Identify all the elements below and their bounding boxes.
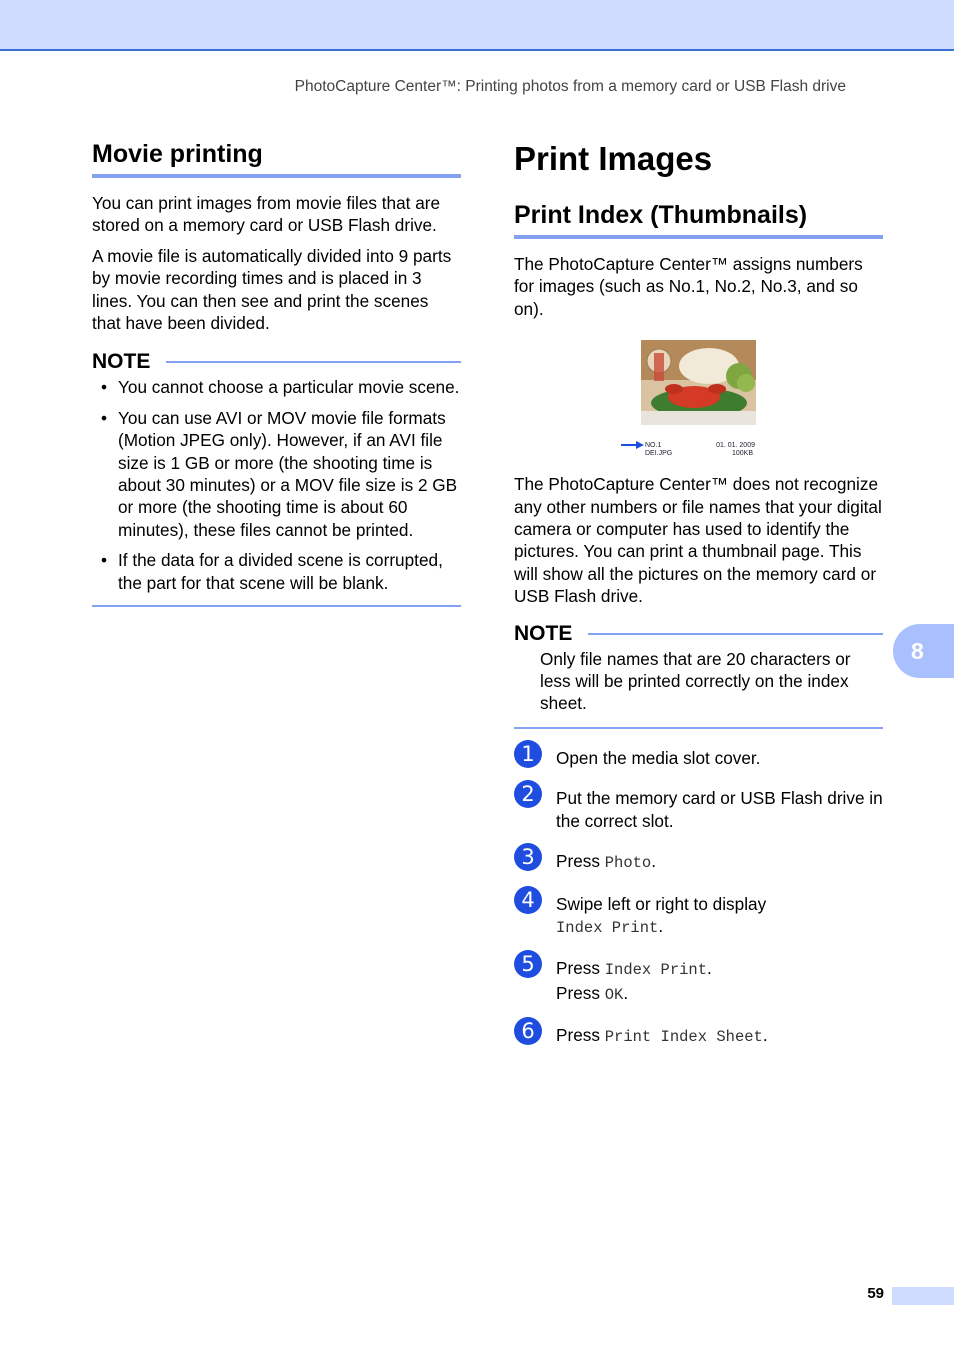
note-end-rule — [514, 727, 883, 729]
note-rule — [166, 361, 461, 363]
step-6 — [514, 1019, 883, 1048]
step-1 — [514, 741, 883, 769]
step-4 — [514, 887, 883, 940]
note-header — [92, 350, 461, 374]
ui-label-photo: Photo — [604, 854, 652, 873]
page-number: 59 — [867, 1285, 884, 1302]
step-2 — [514, 782, 883, 832]
step-text-suffix: . — [762, 1025, 768, 1046]
thumb-label-date: 01. 01. 2009 — [716, 442, 755, 450]
movie-para-2: A movie file is automatically divided into 9 parts by movie recording times and is placed in 3 lines. You can then see and print the scenes that have been divided. — [92, 245, 452, 334]
step-text-prefix: Press — [556, 958, 605, 979]
header-band — [0, 0, 954, 51]
section-title-movie-printing: Movie printing — [92, 140, 461, 178]
step-number-badge: 5 — [514, 950, 542, 978]
note-item: • You can use AVI or MOV movie file formats (Motion JPEG only). However, if an AVI file size is 1 GB or more (the shooting time is about 30 minutes) or a MOV file size is 2 GB or more (the shooting time is about 60 minutes), these files cannot be printed. — [92, 407, 461, 541]
step-text-prefix: Press — [556, 982, 605, 1003]
thumb-label-file: DEI.JPG — [645, 450, 673, 458]
ui-label-index-print: Index Print — [604, 961, 708, 980]
thumb-label-size: 100KB — [731, 450, 753, 458]
movie-printing-section — [92, 140, 461, 607]
note-rule — [588, 633, 883, 635]
step-text-prefix: Press — [556, 851, 605, 872]
running-header: PhotoCapture Center™: Printing photos from a memory card or USB Flash drive — [294, 78, 846, 95]
step-text-prefix: Press — [556, 1025, 605, 1046]
page-number-bar — [892, 1287, 954, 1305]
steps-list — [514, 741, 883, 1049]
step-number-badge: 4 — [514, 886, 542, 914]
note-item: • If the data for a divided scene is corrupted, the part for that scene will be blank. — [92, 549, 461, 594]
step-text: Put the memory card or USB Flash drive in the correct slot. — [556, 788, 883, 831]
step-5 — [514, 952, 883, 1006]
note-box-movie — [92, 350, 461, 607]
step-text-suffix: . — [651, 851, 657, 872]
chapter-tab: 8 — [893, 624, 954, 678]
step-number-badge: 2 — [514, 780, 542, 808]
note-label: NOTE — [92, 350, 151, 374]
note-header — [514, 622, 883, 646]
section-title-print-index: Print Index (Thumbnails) — [514, 201, 883, 239]
index-para-2: The PhotoCapture Center™ does not recognize any other numbers or file names that your digital camera or computer has used to identify the pictures. You can print a thumbnail page. This will show all the pictures on the memory card or USB Flash drive. — [514, 474, 882, 607]
note-box-index — [514, 622, 883, 729]
ui-label-ok: OK — [604, 985, 624, 1004]
movie-para-1: You can print images from movie files that are stored on a memory card or USB Flash drive. — [92, 193, 441, 236]
step-number-badge: 3 — [514, 843, 542, 871]
index-para-1: The PhotoCapture Center™ assigns numbers for images (such as No.1, No.2, No.3, and so on). — [514, 254, 863, 319]
thumb-label-number: NO.1 — [645, 442, 662, 450]
note-text: Only file names that are 20 characters or less will be printed correctly on the index sheet. — [540, 648, 851, 714]
step-3 — [514, 845, 883, 874]
step-number-badge: 6 — [514, 1017, 542, 1045]
step-text-suffix: . — [658, 915, 664, 936]
ui-label-index-print: Index Print — [556, 918, 659, 937]
thumbnail-illustration — [514, 331, 883, 461]
note-item: • You cannot choose a particular movie scene. — [92, 376, 461, 398]
thumbnail-figure — [514, 331, 883, 461]
print-images-section — [514, 140, 883, 1049]
step-number-badge: 1 — [514, 740, 542, 768]
chapter-heading: Print Images — [514, 140, 713, 177]
step-text: Swipe left or right to display — [556, 893, 767, 914]
ui-label-print-index-sheet: Print Index Sheet — [604, 1028, 763, 1047]
step-text-suffix: . — [623, 982, 629, 1003]
note-list — [92, 376, 461, 594]
step-text-suffix: . — [707, 958, 712, 979]
step-text: Open the media slot cover. — [556, 747, 761, 768]
note-end-rule — [92, 605, 461, 607]
note-label: NOTE — [514, 621, 573, 645]
